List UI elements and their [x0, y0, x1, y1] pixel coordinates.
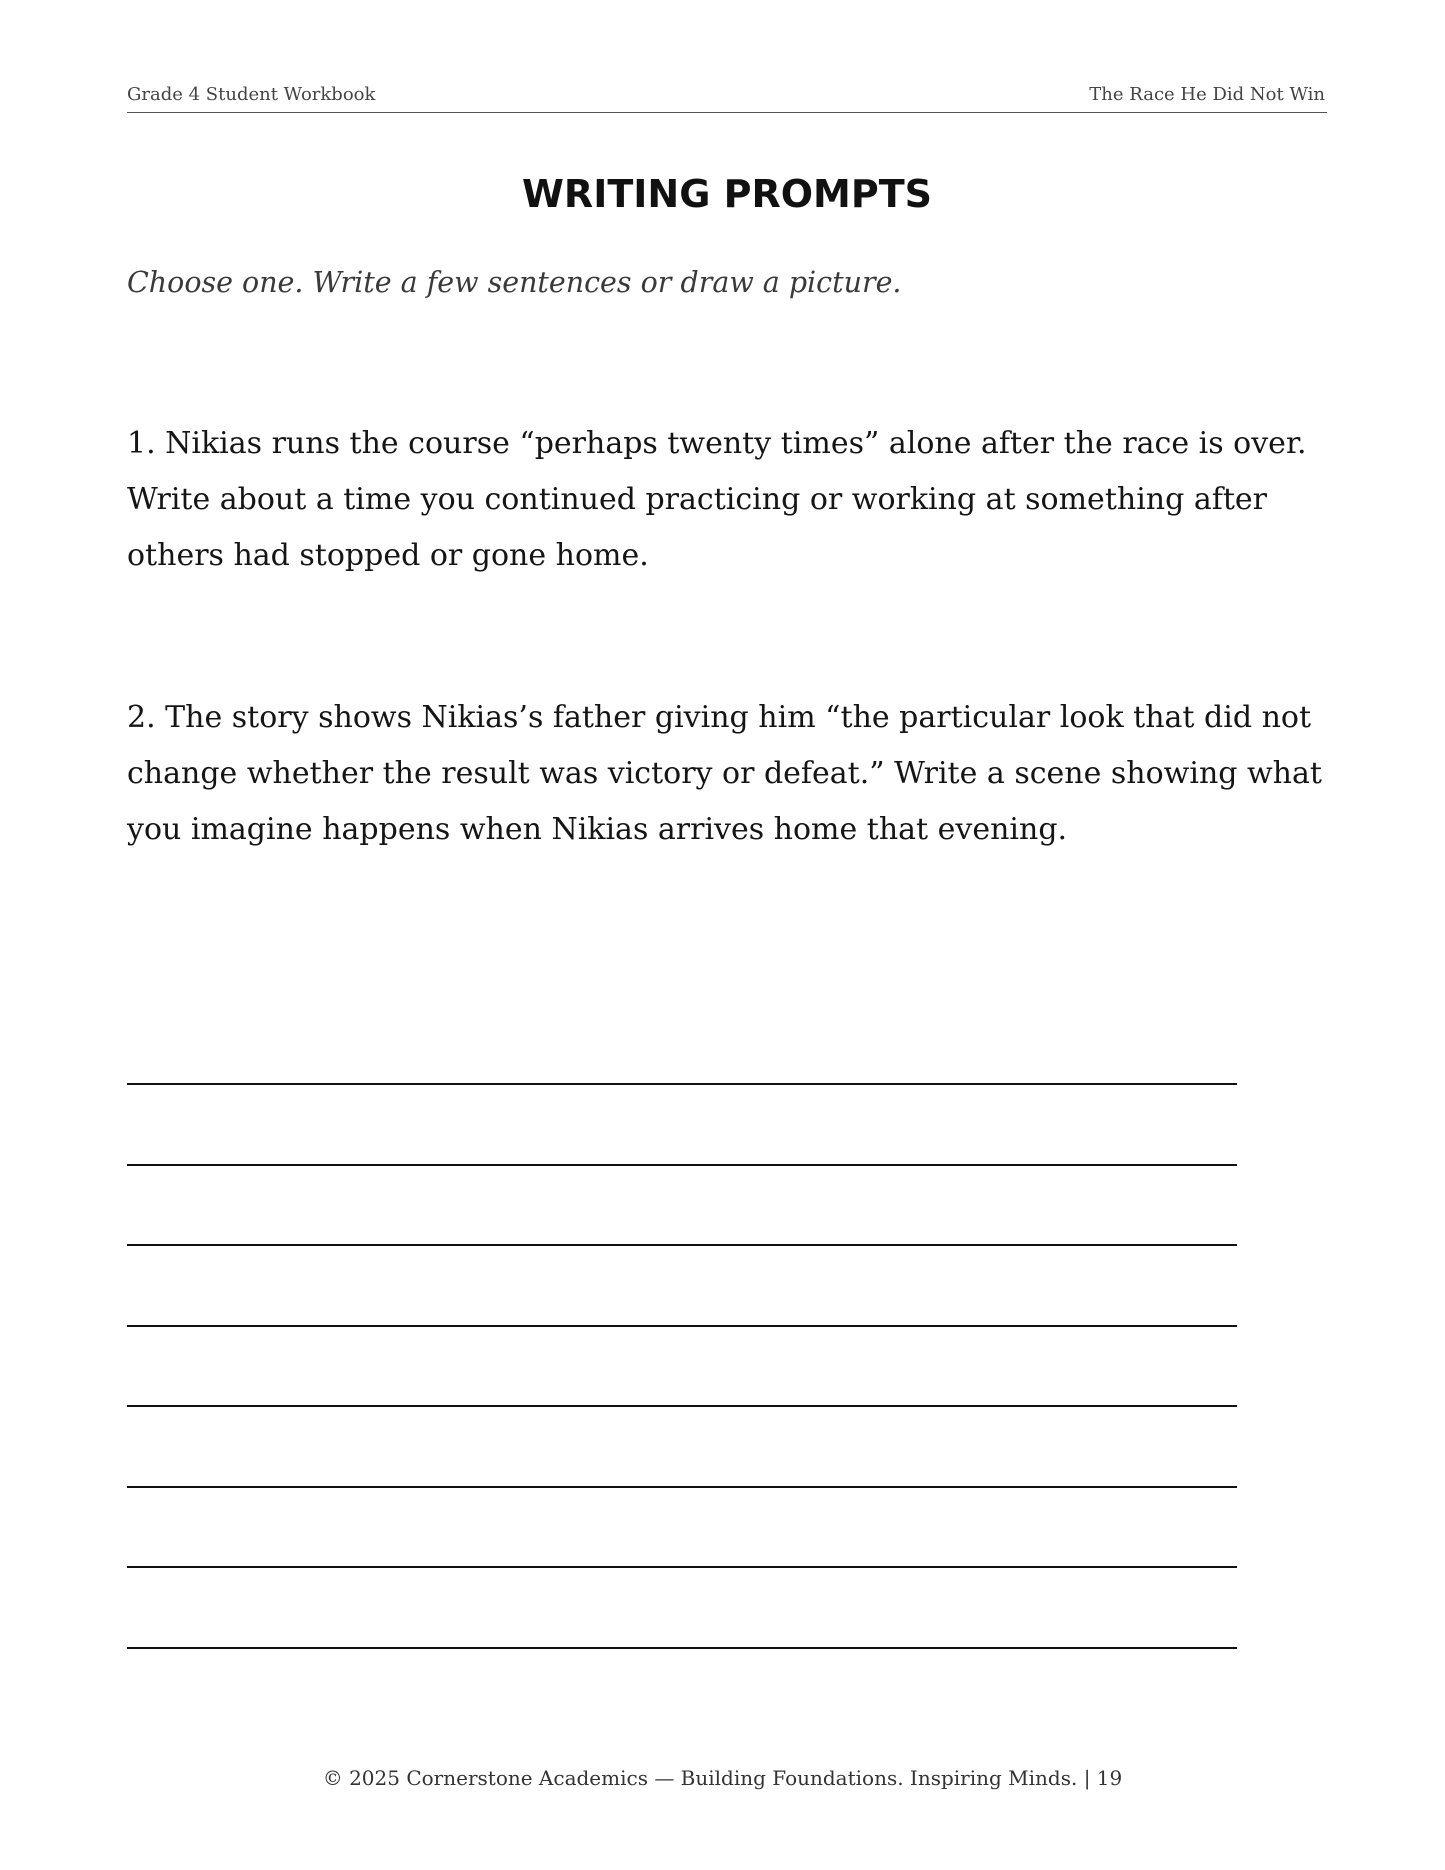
- instructions: Choose one. Write a few sentences or draw a picture.: [127, 266, 902, 299]
- writing-line[interactable]: [127, 1488, 1237, 1568]
- page-footer: © 2025 Cornerstone Academics — Building Foundations. Inspiring Minds. | 19: [322, 1766, 1123, 1790]
- writing-prompt-1: 1. Nikias runs the course “perhaps twenty times” alone after the race is over. Write about a time you continued practicing or working at something after others had stopped or gone home.: [127, 426, 1307, 573]
- writing-line[interactable]: [127, 1005, 1237, 1085]
- writing-prompt-2: 2. The story shows Nikias’s father giving him “the particular look that did not change whether the result was victory or defeat.” Write a scene showing what you imagine happens when Nikias arrives home that evening.: [127, 700, 1322, 847]
- page-header: [127, 84, 1327, 113]
- header-story-title: The Race He Did Not Win: [1089, 84, 1325, 105]
- writing-line[interactable]: [127, 1327, 1237, 1407]
- writing-line[interactable]: [127, 1408, 1237, 1488]
- writing-line[interactable]: [127, 1086, 1237, 1166]
- writing-line[interactable]: [127, 1166, 1237, 1246]
- header-workbook-title: Grade 4 Student Workbook: [127, 84, 376, 105]
- writing-line[interactable]: [127, 1247, 1237, 1327]
- page-title: WRITING PROMPTS: [522, 172, 932, 216]
- writing-line[interactable]: [127, 1569, 1237, 1649]
